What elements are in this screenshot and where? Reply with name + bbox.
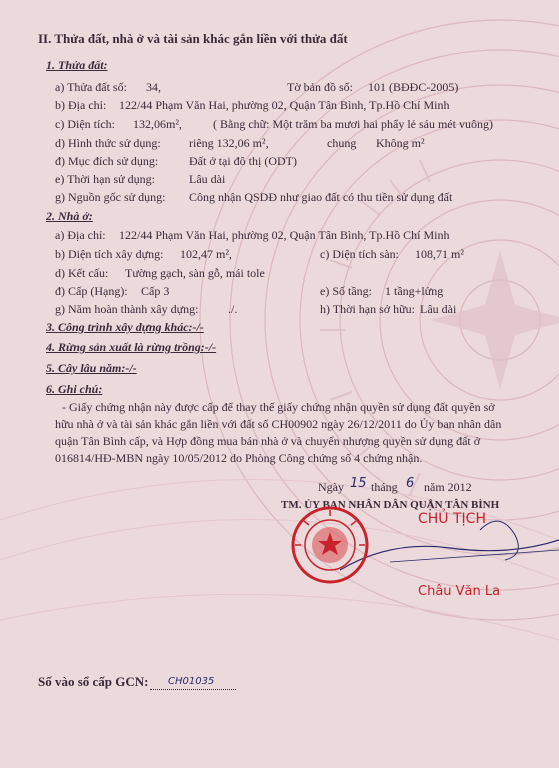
house-address-label: a) Địa chỉ: (55, 228, 106, 242)
date-day: 15 (350, 476, 367, 491)
origin-value: Công nhận QSDĐ như giao đất có thu tiền sử dụng đất (189, 190, 453, 204)
land-address-label: b) Địa chỉ: (55, 98, 107, 112)
note-line-3: quận Tân Bình cấp, và Hợp đồng mua bán nhà ở và chuyển nhượng quyền sử dụng đất ở (55, 434, 481, 448)
date-year: năm 2012 (424, 480, 472, 494)
built-area-label: b) Diện tích xây dựng: (55, 247, 164, 261)
land-area-value: 132,06m², (133, 117, 182, 131)
structure-value: Tường gạch, sàn gỗ, mái tole (125, 266, 265, 280)
house-address-value: 122/44 Phạm Văn Hai, phường 02, Quận Tân Bình, Tp.Hồ Chí Minh (119, 228, 450, 242)
land-heading: 1. Thửa đất: (46, 58, 108, 72)
note-line-2: hữu nhà ở và tài sản khác gắn liền với đất số CH00902 ngày 26/12/2011 do Ủy ban nhân dân (55, 417, 502, 431)
date-month-label: tháng (371, 480, 398, 494)
grade-label: đ) Cấp (Hạng): (55, 284, 128, 298)
ownership-label: h) Thời hạn sở hữu: (320, 302, 415, 316)
grade-value: Cấp 3 (141, 284, 170, 298)
land-area-words: ( Bằng chữ: Một trăm ba mươi hai phẩy lẻ sáu mét vuông) (213, 117, 493, 131)
perennial-heading: 5. Cây lâu năm:-/- (46, 361, 137, 375)
registry-value: CH01035 (168, 676, 215, 687)
use-form-label: d) Hình thức sử dụng: (55, 136, 161, 150)
floor-area-value: 108,71 m² (415, 247, 464, 261)
year-value: ./. (228, 302, 238, 316)
floors-label: e) Số tầng: (320, 284, 372, 298)
floor-area-label: c) Diện tích sàn: (320, 247, 399, 261)
term-label: e) Thời hạn sử dụng: (55, 172, 155, 186)
ownership-value: Lâu dài (420, 302, 457, 316)
signature-org: TM. ỦY BAN NHÂN DÂN QUẬN TÂN BÌNH (281, 499, 500, 511)
use-form-private: riêng 132,06 m², (189, 136, 269, 150)
date-day-label: Ngày (318, 480, 344, 494)
date-month: 6 (406, 476, 415, 491)
parcel-label: a) Thửa đất số: (55, 80, 127, 94)
purpose-value: Đất ở tại đô thị (ODT) (189, 154, 297, 168)
notes-heading: 6. Ghi chú: (46, 382, 103, 396)
signature-title: CHỦ TỊCH (418, 511, 486, 527)
term-value: Lâu dài (189, 172, 226, 186)
official-seal-stamp (290, 505, 370, 585)
forest-heading: 4. Rừng sản xuất là rừng trồng:-/- (46, 340, 217, 354)
section-title: II. Thửa đất, nhà ở và tài sản khác gắn liền với thửa đất (38, 31, 348, 46)
use-form-shared-label: chung (327, 136, 357, 150)
land-address-value: 122/44 Phạm Văn Hai, phường 02, Quận Tân Bình, Tp.Hồ Chí Minh (119, 98, 450, 112)
signer-name: Châu Văn La (418, 584, 501, 599)
registry-dotted-line (150, 689, 236, 691)
note-line-4: 016814/HĐ-MBN ngày 10/05/2012 do Phòng Công chứng số 4 chứng nhận. (55, 451, 423, 465)
origin-label: g) Nguồn gốc sử dụng: (55, 190, 166, 204)
house-heading: 2. Nhà ở: (46, 209, 93, 223)
registry-label: Số vào sổ cấp GCN: (38, 674, 149, 689)
purpose-label: đ) Mục đích sử dụng: (55, 154, 159, 168)
use-form-shared-value: Không m² (376, 136, 425, 150)
parcel-value: 34, (146, 80, 161, 94)
other-works-heading: 3. Công trình xây dựng khác:-/- (46, 320, 204, 334)
map-sheet-label: Tờ bản đồ số: (287, 80, 354, 94)
built-area-value: 102,47 m², (180, 247, 232, 261)
floors-value: 1 tầng+lửng (385, 284, 444, 298)
structure-label: d) Kết cấu: (55, 266, 109, 280)
note-line-1: - Giấy chứng nhận này được cấp để thay thế giấy chứng nhận quyền sử dụng đất quyền sở (62, 400, 495, 414)
map-sheet-value: 101 (BĐĐC-2005) (368, 80, 459, 94)
year-label: g) Năm hoàn thành xây dựng: (55, 302, 199, 316)
land-area-label: c) Diện tích: (55, 117, 115, 131)
